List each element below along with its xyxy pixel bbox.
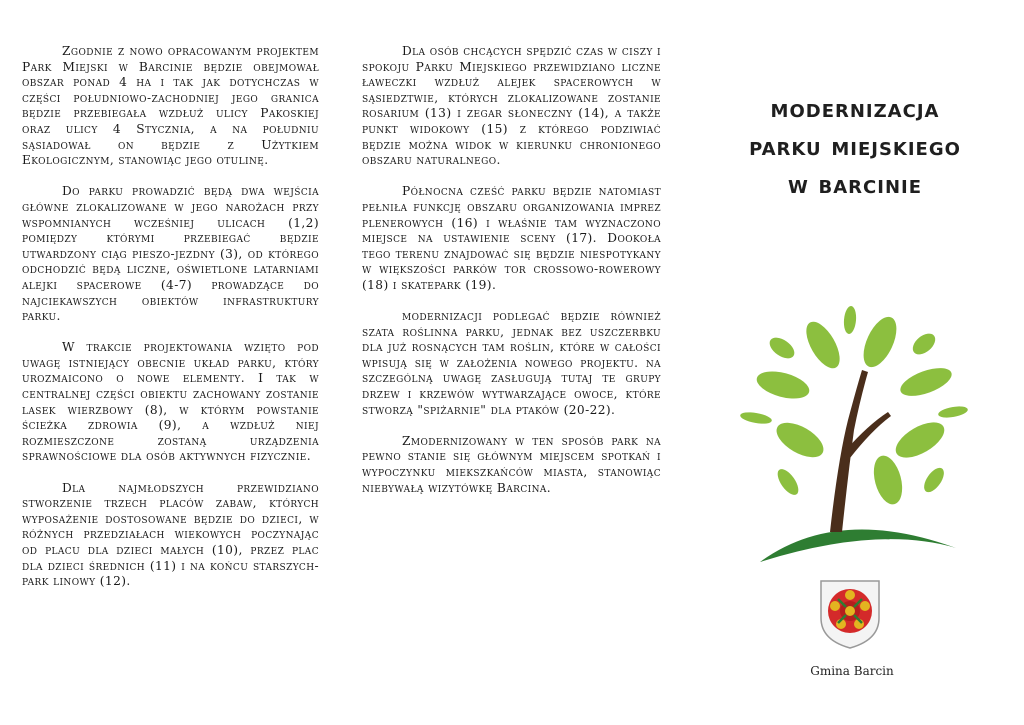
- title-line: parku miejskiego: [749, 132, 961, 161]
- tree-logo-icon: [738, 300, 970, 565]
- page-title: [700, 90, 1010, 204]
- text-column-left: [22, 44, 319, 605]
- paragraph: Dla osób chcących spędzić czas w ciszy i spokoju Parku Miejskiego przewidziano liczne ławeczki wzdłuż alejek spacerowych w sąsiedztwie, których zlokalizowane zostanie rosarium (13) i zegar słoneczny (14), a także punkt widokowy (15) z którego podziwiać będzie można widok w kierunku chronionego obszaru naturalnego.: [362, 44, 661, 168]
- paragraph: Do parku prowadzić będą dwa wejścia główne zlokalizowane w jego narożach przy wspomnianych wcześniej ulicach (1,2) pomiędzy którymi przebiegać będzie utwardzony ciąg pieszo-jezdny (3), od którego odchodzić będą liczne, oświetlone latarniami alejki spacerowe (4-7) prowadzące do najciekawszych obiektów infrastruktury parku.: [22, 184, 319, 324]
- paragraph: Północna cześć parku będzie natomiast pełniła funkcję obszaru organizowania imprez plenerowych (16) i właśnie tam wyznaczono miejsce na ustawienie sceny (17). Dookoła tego terenu znajdować się będzie niespotykany w większości parków tor crossowo-rowerowy (18) i skatepark (19).: [362, 184, 661, 292]
- text-column-middle: [362, 44, 661, 512]
- title-line: modernizacja: [770, 94, 940, 123]
- paragraph: W trakcie projektowania wzięto pod uwagę istniejący obecnie układ parku, który urozmaicono o nowe elementy. I tak w centralnej części obiektu zachowany zostanie lasek wierzbowy (8), w którym powstanie ścieżka zdrowia (9), a wzdłuż niej rozmieszczone zostaną urządzenia sprawnościowe dla osób aktywnych fizycznie.: [22, 340, 319, 464]
- paragraph: Zgodnie z nowo opracowanym projektem Park Miejski w Barcinie będzie obejmował obszar ponad 4 ha i tak jak dotychczas w części południowo-zachodniej jego granica będzie przebiegała wzdłuż ulicy Pakoskiej oraz ulicy 4 Stycznia, a na południu sąsiadował on będzie z Użytkiem Ekologicznym, stanowiąc jego otulinę.: [22, 44, 319, 168]
- coat-of-arms-icon: [818, 578, 882, 650]
- paragraph: Zmodernizowany w ten sposób park na pewno stanie się głównym miejscem spotkań i wypoczynku miekszkańców miasta, stanowiąc niebywałą wizytówkę Barcina.: [362, 433, 661, 495]
- municipality-label: Gmina Barcin: [810, 664, 894, 678]
- paragraph: modernizacji podlegać będzie również szata roślinna parku, jednak bez uszczerbku dla już rosnących tam roślin, które w całości wpisują się w założenia nowego projektu. na szczególną uwagę zasługują tutaj te grupy drzew i krzewów wytwarzające owoce, które stworzą "spiżarnie" dla ptaków (20-22).: [362, 309, 661, 417]
- title-line: w barcinie: [787, 170, 923, 199]
- paragraph: Dla najmłodszych przewidziano stworzenie trzech placów zabaw, których wyposażenie dostosowane będzie do dzieci, w różnych przedziałach wiekowych poczynając od placu dla dzieci małych (10), przez plac dla dzieci średnich (11) i na końcu starszych- park linowy (12).: [22, 480, 319, 589]
